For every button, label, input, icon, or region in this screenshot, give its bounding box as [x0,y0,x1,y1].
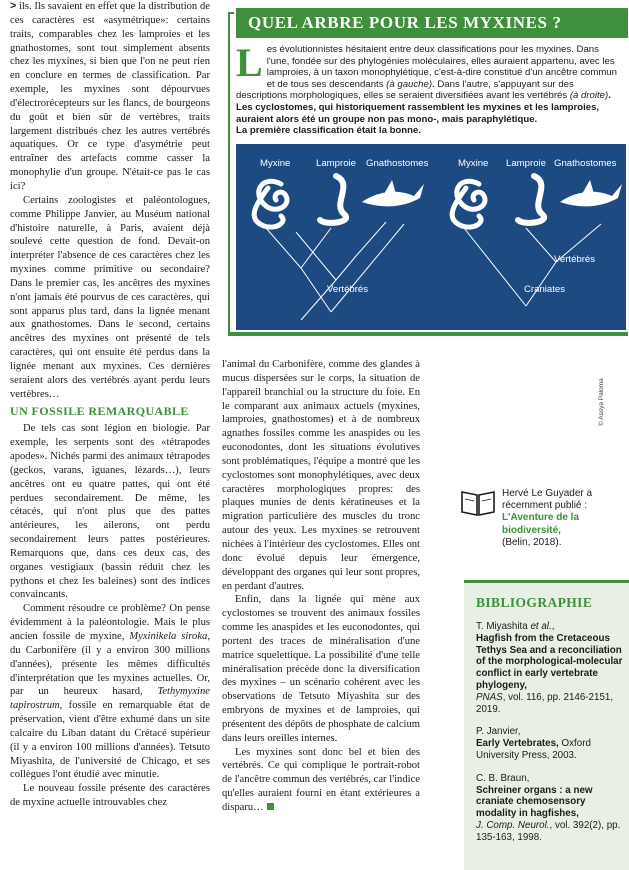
left-tree-2 [266,224,404,312]
paragraph [222,746,420,815]
hagfish-icon [254,181,287,227]
paragraph: Le nouveau fossile présente des caractères de myxine actuelle introuvables chez [10,783,210,809]
ref-title: Hagfish from the Cretaceous Tethys Sea and a reconciliation of the morphological-molecular conflict in early vertebrate phylogeny, [476,632,623,691]
section-heading: UN FOSSILE REMARQUABLE [10,404,189,419]
intro-italic: (à droite) [569,90,609,102]
shark-icon [362,180,424,206]
box-border [228,12,234,14]
drop-cap: L [236,40,263,85]
label-myxine-right: Myxine [458,158,489,169]
article-column-2 [222,358,420,815]
bibliography-list [476,621,624,855]
branch-line [301,228,331,268]
paragraph: Certains zoologistes et paléontologues, comme Philippe Janvier, au Muséum national d'histoire naturelle, à Paris, avaient déjà soulevé cette question de fond. Devait-on interpréter l'absence de ces caractères chez les myxines comme primitive ou secondaire? Dans le premier cas, les ancêtres des myxines n'ont jamais été pourvus de ces caractères, qui sont apparus plus tard, dans la lignée menant aux gnathostomes. Dans le second, certains ancêtres des myxines ont présenté de tels caractères, qui ont ensuite été perdus dans la lignée menant aux myxines. Ces dernières seraient alors des vertébrés ayant perdu leurs vertèbres… [10,194,210,400]
bibliography-title: BIBLIOGRAPHIE [476,595,593,610]
ref-details: Oxford University Press, 2003. [476,738,591,761]
ref-details: , vol. 392(2), pp. 135-163, 1998. [476,819,621,843]
branch-line [331,224,404,312]
ref-details: , vol. 116, pp. 2146-2151, 2019. [476,691,614,715]
bibliography-box [464,580,629,870]
ref-authors: T. Miyashita [476,621,531,632]
article-column-1 [10,0,210,810]
paragraph [10,602,210,782]
photo-credit [598,368,608,428]
label-node-inner-right: Vertébrés [554,254,596,265]
intro-italic: (à gauche) [386,78,433,90]
label-myxine-left: Myxine [260,158,291,169]
box-title: QUEL ARBRE POUR LES MYXINES ? [248,13,562,32]
text-span: Les myxines sont donc bel et bien des vertébrés. Ce qui complique le portrait-robot de l'ancêtre commun des vertébrés, car l'indice qu'elles auraient fourni en étant extérieures a disparu… [222,746,420,813]
label-gnatho-left: Gnathostomes [366,158,429,169]
text-span: Comment résoudre ce problème? On pense évidemment à la paléontologie. Mais le plus ancien fossile de myxine, [10,603,210,642]
credit-text: © Assya Paloma [598,378,605,426]
book-title: L'Aventure de la biodiversité, [502,512,580,536]
book-publisher: (Belin, 2018). [502,536,562,548]
phylogeny-diagram [236,144,626,330]
species-name: Myxinikela siroka [129,630,208,642]
sidebar-box [228,8,628,334]
paragraph: l'animal du Carbonifère, comme des glandes à mucus dispersées sur le corps, la situation de l'appareil branchial ou la structure du foie. En le comparant aux animaux actuels (myxines, lamproies, gnathostomes) et à de nombreux agnathes fossiles comme les anaspides ou les euconodontes, dont les situations évolutives sont problématiques, l'équipe a montré que les cyclostomes sont monophylétiques, avec deux caractères morphologiques propres: des plaques munies de dents kératineuses et la migration particulière des muscles du tronc autour des yeux. Les myxines se retrouvent nichées à l'intérieur des cyclostomes. Elles ont donc évolué depuis leur émergence, développant des organes qui leur sont propres, en perdant d'autres. [222,359,420,592]
ref-journal: PNAS [476,691,503,703]
hagfish-icon [452,181,485,227]
author-note-text: Hervé Le Guyader a récemment publié : [502,488,593,512]
label-lamproie-right: Lamproie [506,158,546,169]
ref-title: Early Vertebrates, [476,738,559,750]
reference [476,773,624,844]
ref-title: Schreiner organs : a new craniate chemosensory modality in hagfishes, [476,784,593,820]
author-note [502,488,622,549]
book-icon [458,488,498,518]
shark-icon [560,180,622,206]
intro-text: . Dans l'autre, s'appuyant sur des descriptions morphologiques, elles se seraient diversifiées avant les vertébrés [236,78,574,102]
label-node-outer-right: Craniates [524,284,566,295]
paragraph: Enfin, dans la lignée qui mène aux cyclostomes se trouvent des animaux fossiles comme les anaspides et les euconodontes, qui portent des traces de minéralisation d'une matrice squelettique. La possibilité d'une telle minéralisation précède donc la diversification des myxines – un scénario cohérent avec les observations de Tetsuto Miyashita sur des embryons de myxines et de lamproies, qui présentent des dépôts de phosphate de calcium dans leurs oreilles internes. [222,594,420,744]
branch-line [266,228,301,268]
paragraph: De tels cas sont légion en biologie. Par exemple, les serpents sont des «tétrapodes apodes». Nichés parmi des animaux tétrapodes (geckos, varans, iguanes, lézards…), leurs ancêtres ont eu quatre pattes, qui ont été perdues secondairement. De même, les cétacés, qui n'ont plus que des pattes antérieures, les ailerons, ont perdu secondairement leurs pattes postérieures. Remarquons que, dans ces deux cas, des organes vestigiaux (bassin réduit chez les pythons et chez les baleines) sont des indices convaincants. [10,423,210,601]
branch-line [336,256,356,280]
paragraph [10,0,210,194]
ref-authors: P. Janvier, [476,726,521,738]
intro-text: es évolutionnistes hésitaient entre deux classifications pour les myxines. Dans l'une, fondée sur des phylogénies moléculaires, elles auraient appartenu, avec les lamproies, à un taxon monophylétique, c'est-à-dire constitué d'un ancêtre commun et de tous ses descendants [266,44,617,90]
branch-line [464,228,526,306]
left-tree [246,222,386,330]
box-intro [236,40,622,137]
lamprey-icon [320,176,346,223]
branch-line [526,228,556,262]
branch-line [246,320,301,330]
species-name: Tethymyxine tapirostrum [10,686,210,712]
text-span: , du Carbonifère (il y a environ 300 millions d'années), présente les mêmes difficultés d'interprétation que les myxines actuelles. Or, par un heureux hasard, [10,630,210,698]
label-gnatho-right: Gnathostomes [554,158,617,169]
lamprey-icon [518,176,544,223]
paragraph-text: ils. Ils savaient en effet que la distribution de ces caractères est «asymétrique»: certains traits, comparables chez les lamproies et les gnathostomes, sont tout simplement absents chez les myxines, si bien que l'on ne peut rien en conclure en termes de classification. Par exemple, les myxines sont dépourvues d'électrorécepteurs sur les flancs, de bourgeons du goût et bien sûr de vertèbres, traits largement distribués chez les autres vertébrés aquatiques. Or ce type d'asymétrie peut entraîner des artefacts comme casser la monophylie d'un groupe. N'était-ce pas le cas ici? [10,1,210,192]
box-border [228,332,628,336]
intro-text-bold: . Les cyclostomes, qui historiquement rassemblent les myxines et les lamproies, auraient alors été un groupe non pas mono-, mais paraphylétique. [236,90,611,125]
text-span: , fossile en remarquable état de préservation, vient d'être exhumé dans un site calcaire du Liban datant du Crétacé supérieur (il y a environ 100 millions d'années). Tetsuto Miyashita, de l'université de Chicago, et ses collègues l'ont étudié avec minutie. [10,700,210,781]
box-border [228,12,230,334]
phylogeny-trees [236,144,626,330]
ref-journal: J. Comp. Neurol. [476,819,550,831]
ref-etal: et al. [530,621,552,632]
intro-conclusion: La première classification était la bonne. [236,125,422,137]
reference [476,726,624,761]
label-node-left: Vertébrés [327,284,369,295]
end-mark-icon [267,803,274,810]
continuation-arrow-icon: > [10,0,17,12]
label-lamproie-left: Lamproie [316,158,356,169]
ref-authors: C. B. Braun, [476,772,530,784]
box-title-bar [236,8,628,38]
reference: T. Miyashita et al., Hagfish from the Cretaceous Tethys Sea and a reconciliation of the morphological-molecular conflict in early vertebrate phylogeny, PNAS, vol. 116, pp. 2146-2151, 2019. [476,621,623,715]
branch-line [296,232,336,280]
